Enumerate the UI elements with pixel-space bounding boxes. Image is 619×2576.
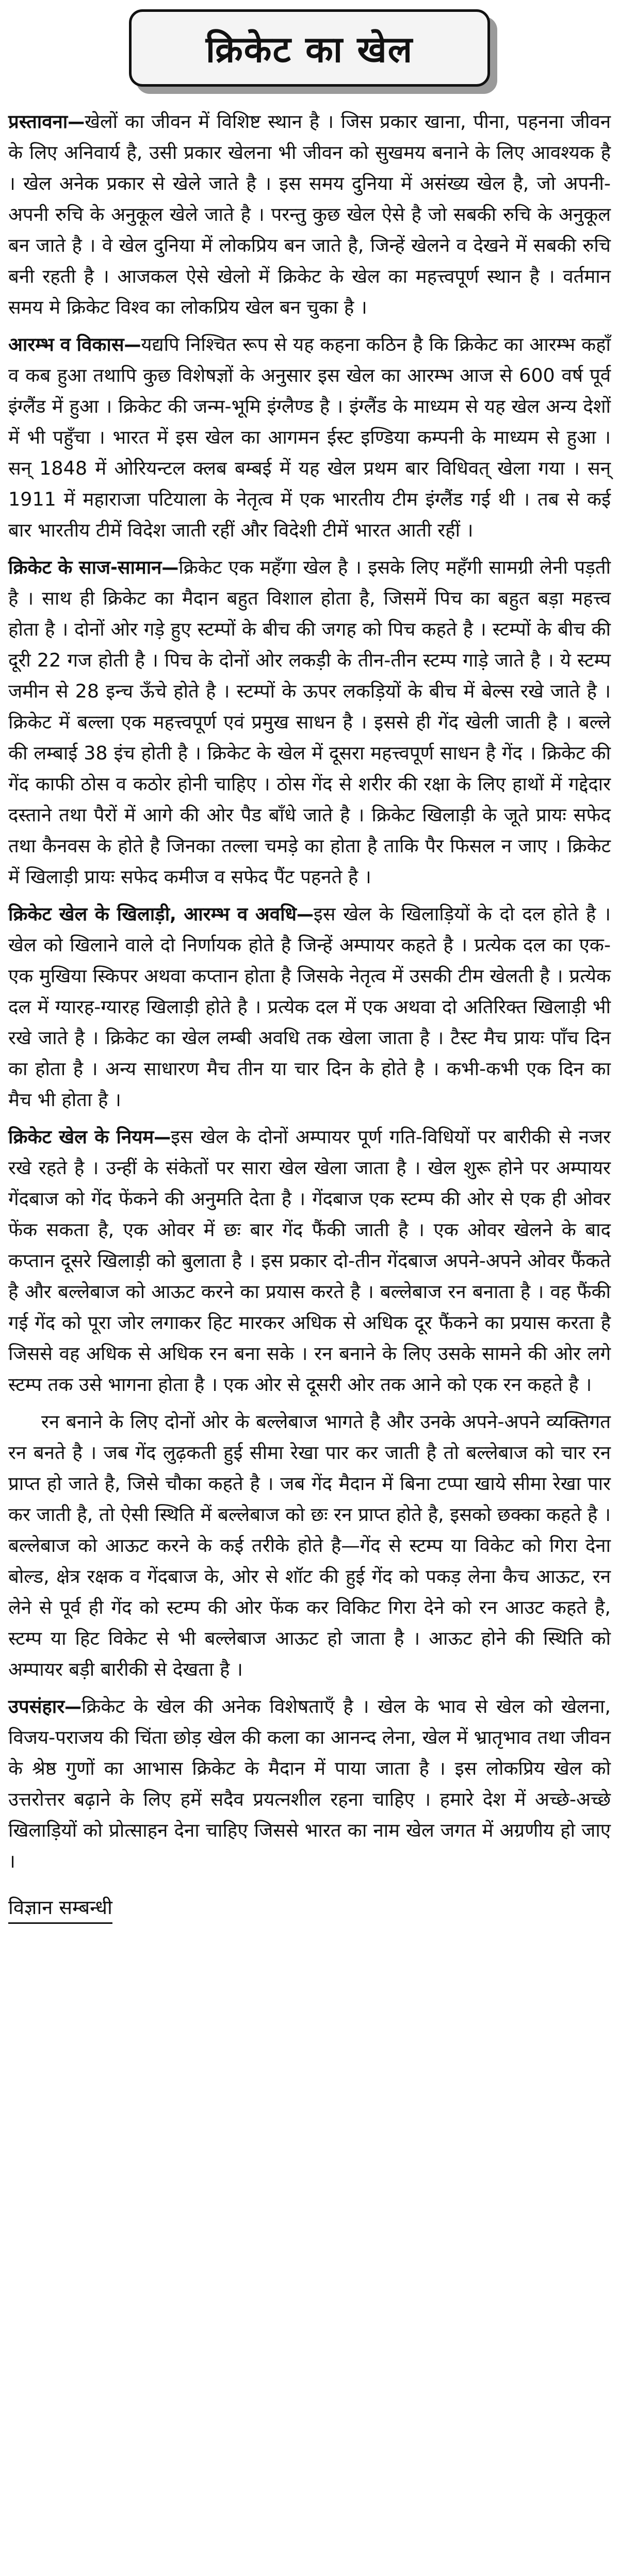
- title-banner: [129, 9, 490, 87]
- paragraph-text: खेलों का जीवन में विशिष्ट स्थान है । जिस प्रकार खाना, पीना, पहनना जीवन के लिए अनिवार्य है, उसी प्रकार खेलना भी जीवन को सुखमय बनाने के लिए आवश्यक है । खेल अनेक प्रकार से खेले जाते है । इस समय दुनिया में असंख्य खेल है, जो अपनी-अपनी रुचि के अनुकूल खेले जाते है । परन्तु कुछ खेल ऐसे है जो सबकी रुचि के अनुकूल बन जाते है । वे खेल दुनिया में लोकप्रिय बन जाते है, जिन्हें खेलने व देखने में सबकी रुचि बनी रहती है । आजकल ऐसे खेलो में क्रिकेट के खेल का महत्त्वपूर्ण स्थान है । वर्तमान समय मे क्रिकेट विश्व का लोकप्रिय खेल बन चुका है ।: [8, 110, 611, 318]
- paragraph-conclusion: [8, 1691, 611, 1877]
- paragraph-origin: [8, 329, 611, 546]
- title-box: [129, 9, 490, 87]
- page-title: क्रिकेट का खेल: [205, 28, 414, 71]
- paragraph-text: इस खेल के खिलाड़ियों के दो दल होते है । खेल को खिलाने वाले दो निर्णायक होते है जिन्हें अम्पायर कहते है । प्रत्येक दल का एक-एक मुखिया स्किपर अथवा कप्तान होता है जिसके नेतृत्व में उसकी टीम खेलती है । प्रत्येक दल में ग्यारह-ग्यारह खिलाड़ी होते है । प्रत्येक दल में एक अथवा दो अतिरिक्त खिलाड़ी भी रखे जाते है । क्रिकेट का खेल लम्बी अवधि तक खेला जाता है । टैस्ट मैच प्रायः पाँच दिन का होता है । अन्य साधारण मैच तीन या चार दिन के होते है । कभी-कभी एक दिन का मैच भी होता है ।: [8, 903, 611, 1111]
- paragraph-runs: [8, 1406, 611, 1685]
- paragraph-heading: क्रिकेट खेल के खिलाड़ी, आरम्भ व अवधि—: [8, 903, 314, 925]
- paragraph-players: [8, 899, 611, 1115]
- paragraph-heading: क्रिकेट खेल के नियम—: [8, 1126, 171, 1148]
- paragraph-heading: क्रिकेट के साज-सामान—: [8, 556, 179, 578]
- paragraph-heading: प्रस्तावना—: [8, 110, 85, 133]
- paragraph-heading: आरम्भ व विकास—: [8, 333, 141, 355]
- paragraph-text: रन बनाने के लिए दोनों ओर के बल्लेबाज भागते है और उनके अपने-अपने व्यक्तिगत रन बनते है । जब गेंद लुढ़कती हुई सीमा रेखा पार कर जाती है तो बल्लेबाज को चार रन प्राप्त हो जाते है, जिसे चौका कहते है । जब गेंद मैदान में बिना टप्पा खाये सीमा रेखा पार कर जाती है, तो ऐसी स्थिति में बल्लेबाज को छः रन प्राप्त होते है, इसको छक्का कहते है । बल्लेबाज को आऊट करने के कई तरीके होते है—गेंद से स्टम्प या विकेट को गिरा देना बोल्ड, क्षेत्र रक्षक व गेंदबाज के, ओर से शॉट की हुई गेंद को पकड़ लेना कैच आऊट, रन लेने से पूर्व ही गेंद को स्टम्प की ओर फेंक कर विकिट गिरा देने को रन आउट कहते है, स्टम्प या हिट विकेट से भी बल्लेबाज आऊट हो जाता है । आऊट होने की स्थिति को अम्पायर बड़ी बारीकी से देखता है ।: [8, 1411, 611, 1680]
- paragraph-rules: [8, 1122, 611, 1400]
- paragraph-introduction: [8, 106, 611, 323]
- paragraph-text: इस खेल के दोनों अम्पायर पूर्ण गति-विधियों पर बारीकी से नजर रखे रहते है । उन्हीं के संकेतों पर सारा खेल खेला जाता है । खेल शुरू होने पर अम्पायर गेंदबाज को गेंद फेंकने की अनुमति देता है । गेंदबाज एक स्टम्प की ओर से एक ही ओवर फेंक सकता है, एक ओवर में छः बार गेंद फैंकी जाती है । एक ओवर खेलने के बाद कप्तान दूसरे खिलाड़ी को बुलाता है । इस प्रकार दो-तीन गेंदबाज अपने-अपने ओवर फैंकते है और बल्लेबाज को आऊट करने का प्रयास करते है । बल्लेबाज रन बनाता है । वह फैंकी गई गेंद को पूरा जोर लगाकर हिट मारकर अधिक से अधिक दूर फैंकने का प्रयास करता है जिससे वह अधिक से अधिक रन बना सके । रन बनाने के लिए उसके सामने की ओर लगे स्टम्प तक उसे भागना होता है । एक ओर से दूसरी ओर तक आने को एक रन कहते है ।: [8, 1126, 611, 1396]
- paragraph-text: क्रिकेट एक महँगा खेल है । इसके लिए महँगी सामग्री लेनी पड़ती है । साथ ही क्रिकेट का मैदान बहुत विशाल होता है, जिसमें पिच का बहुत बड़ा महत्त्व होता है । दोनों ओर गड़े हुए स्टम्पों के बीच की जगह को पिच कहते है । स्टम्पों के बीच की दूरी 22 गज होती है । पिच के दोनों ओर लकड़ी के तीन-तीन स्टम्प गाड़े जाते है । ये स्टम्प जमीन से 28 इन्च ऊँचे होते है । स्टम्पों के ऊपर लकड़ियों के बीच में बेल्स रखे जाते है । क्रिकेट में बल्ला एक महत्त्वपूर्ण एवं प्रमुख साधन है । इससे ही गेंद खेली जाती है । बल्ले की लम्बाई 38 इंच होती है । क्रिकेट के खेल में दूसरा महत्त्वपूर्ण साधन है गेंद । क्रिकेट की गेंद काफी ठोस व कठोर होनी चाहिए । ठोस गेंद से शरीर की रक्षा के लिए हाथों में गद्देदार दस्ताने तथा पैरों में आगे की ओर पैड बाँधे जाते है । क्रिकेट खिलाड़ी के जूते प्रायः सफेद तथा कैनवस के होते है जिनका तल्ला चमड़े का होता है ताकि पैर फिसल न जाए । क्रिकेट में खिलाड़ी प्रायः सफेद कमीज व सफेद पैंट पहनते है ।: [8, 556, 611, 888]
- paragraph-text: क्रिकेट के खेल की अनेक विशेषताएँ है । खेल के भाव से खेल को खेलना, विजय-पराजय की चिंता छोड़ खेल की कला का आनन्द लेना, खेल में भ्रातृभाव तथा जीवन के श्रेष्ठ गुणों का आभास क्रिकेट के मैदान में पाया जाता है । इस लोकप्रिय खेल को उत्तरोत्तर बढ़ाने के लिए हमें सदैव प्रयत्नशील रहना चाहिए । हमारे देश में अच्छे-अच्छे खिलाड़ियों को प्रोत्साहन देना चाहिए जिससे भारत का नाम खेल जगत में अग्रणीय हो जाए ।: [8, 1695, 611, 1872]
- category-footer: विज्ञान सम्बन्धी: [8, 1892, 112, 1924]
- paragraph-text: यद्यपि निश्चित रूप से यह कहना कठिन है कि क्रिकेट का आरम्भ कहाँ व कब हुआ तथापि कुछ विशेषज्ञों के अनुसार इस खेल का आरम्भ आज से 600 वर्ष पूर्व इंग्लैंड में हुआ । क्रिकेट की जन्म-भूमि इंग्लैण्ड है । इंग्लैंड के माध्यम से यह खेल अन्य देशों में भी पहुँचा । भारत में इस खेल का आगमन ईस्ट इण्डिया कम्पनी के माध्यम से हुआ । सन् 1848 में ओरियन्टल क्लब बम्बई में यह खेल प्रथम बार विधिवत् खेला गया । सन् 1911 में महाराजा पटियाला के नेतृत्व में एक भारतीय टीम इंग्लैंड गई थी । तब से कई बार भारतीय टीमें विदेश जाती रहीं और विदेशी टीमें भारत आती रहीं ।: [8, 333, 611, 541]
- paragraph-heading: उपसंहार—: [8, 1695, 82, 1718]
- paragraph-equipment: [8, 552, 611, 893]
- essay-body: [8, 106, 611, 1924]
